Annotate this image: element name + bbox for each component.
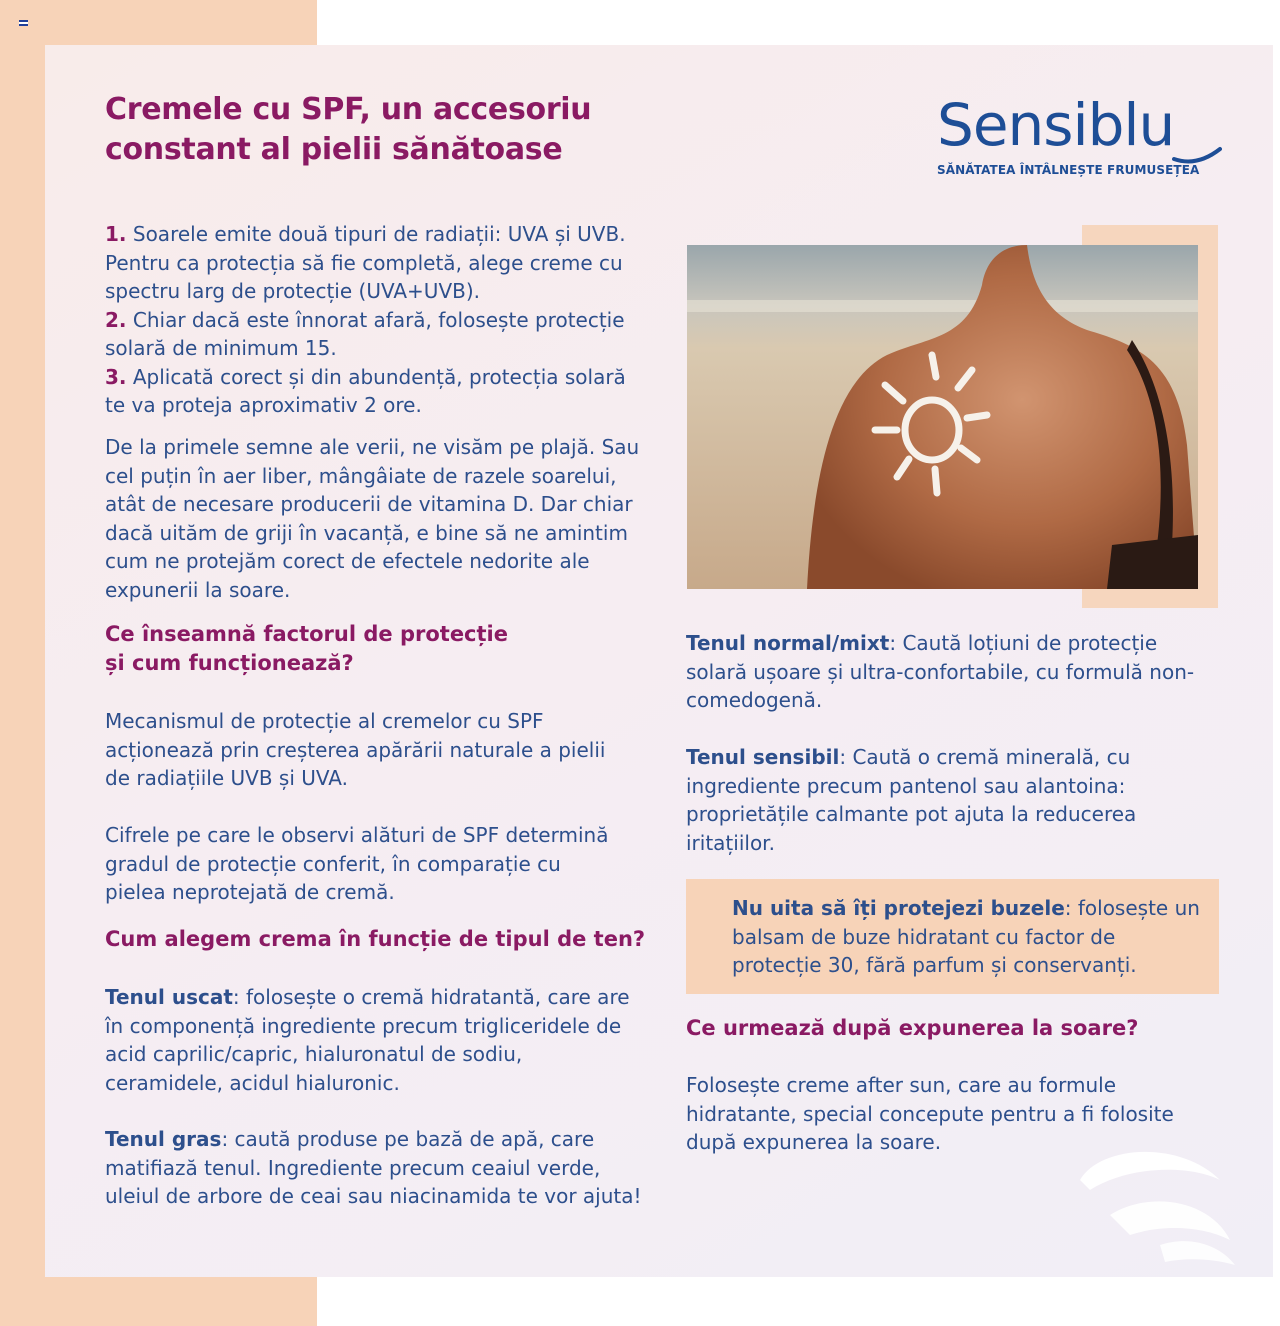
sensitive-skin-text: : Caută o cremă minerală, cu ingrediente precum pantenol sau alantoina: proprietățile calmante pot ajuta la reducerea iritațiilor.: [686, 745, 1137, 855]
spf-paragraph-1: Mecanismul de protecție al cremelor cu SPF acționează prin creșterea apărării naturale a pielii de radiațiile UVB și UVA.: [105, 709, 606, 790]
cream-swatch-icon: [1070, 1140, 1240, 1270]
sunscreen-sun-photo: [687, 245, 1198, 589]
dry-skin-paragraph: [105, 983, 645, 1097]
lip-care-callout: [686, 879, 1219, 994]
sensitive-skin-label: Tenul sensibil: [686, 745, 840, 769]
tips-list: [105, 220, 645, 420]
lip-care-paragraph: [732, 894, 1202, 980]
brand-logo: [937, 90, 1227, 177]
flag-icon[interactable]: [19, 20, 28, 26]
brand-name: Sensiblu: [937, 91, 1175, 159]
spf-heading: Ce înseamnă factorul de protecție și cum funcționează?: [105, 622, 508, 675]
after-sun-paragraph: Folosește creme after sun, care au formule hidratante, special concepute pentru a fi folosite după expunerea la soare.: [686, 1073, 1174, 1154]
sensitive-skin-paragraph: [686, 743, 1216, 857]
intro-paragraph: De la primele semne ale verii, ne visăm pe plajă. Sau cel puțin în aer liber, mângâiate de razele soarelui, atât de necesare producerii de vitamina D. Dar chiar dacă uităm de griji în vacanță, e bine să ne amintim cum ne protejăm corect de efectele nedorite ale expunerii la soare.: [105, 435, 640, 602]
page-title: [105, 90, 665, 170]
tip-3-number: 3.: [105, 364, 127, 389]
brand-tagline: SĂNĂTATEA ÎNTÂLNEȘTE FRUMUSEȚEA: [937, 163, 1200, 177]
title-line-1: Cremele cu SPF, un accesoriu: [105, 92, 592, 127]
tip-1-text: Soarele emite două tipuri de radiații: UVA și UVB. Pentru ca protecția să fie completă, alege creme cu spectru larg de protecție (UVA+UVB).: [105, 222, 626, 303]
after-sun-heading: Ce urmează după expunerea la soare?: [686, 1016, 1139, 1040]
oily-skin-paragraph: [105, 1125, 645, 1211]
lip-care-text: : folosește un balsam de buze hidratant cu factor de protecție 30, fără parfum și conservanți.: [732, 896, 1200, 977]
dry-skin-label: Tenul uscat: [105, 985, 233, 1009]
tip-2-text: Chiar dacă este înnorat afară, folosește protecție solară de minimum 15.: [105, 307, 625, 360]
title-line-2: constant al pielii sănătoase: [105, 132, 563, 167]
lip-care-label: Nu uita să îți protejezi buzele: [732, 896, 1065, 920]
beach-photo: [687, 245, 1198, 589]
normal-skin-text: : Caută loțiuni de protecție solară ușoare și ultra-confortabile, cu formulă non-comedogenă.: [686, 631, 1195, 712]
brand-swoosh-icon: [1172, 145, 1222, 165]
skin-type-heading: Cum alegem crema în funcție de tipul de ten?: [105, 927, 646, 951]
tip-1-number: 1.: [105, 222, 127, 246]
oily-skin-text: : caută produse pe bază de apă, care matifiază tenul. Ingrediente precum ceaiul verde, uleiul de arbore de ceai sau niacinamida te vor ajuta!: [105, 1127, 642, 1208]
spf-paragraph-2: Cifrele pe care le observi alături de SPF determină gradul de protecție conferit, în comparație cu pielea neprotejată de cremă.: [105, 823, 609, 904]
oily-skin-label: Tenul gras: [105, 1127, 222, 1151]
leaflet-page: [45, 45, 1273, 1277]
tip-2-number: 2.: [105, 307, 127, 332]
normal-skin-label: Tenul normal/mixt: [686, 631, 890, 655]
dry-skin-text: : folosește o cremă hidratantă, care are în componență ingrediente precum trigliceridele de acid caprilic/capric, hialuronatul de sodiu, ceramidele, acidul hialuronic.: [105, 985, 630, 1095]
normal-skin-paragraph: [686, 629, 1216, 715]
tip-3-text: Aplicată corect și din abundență, protecția solară te va proteja aproximativ 2 ore.: [105, 364, 626, 417]
